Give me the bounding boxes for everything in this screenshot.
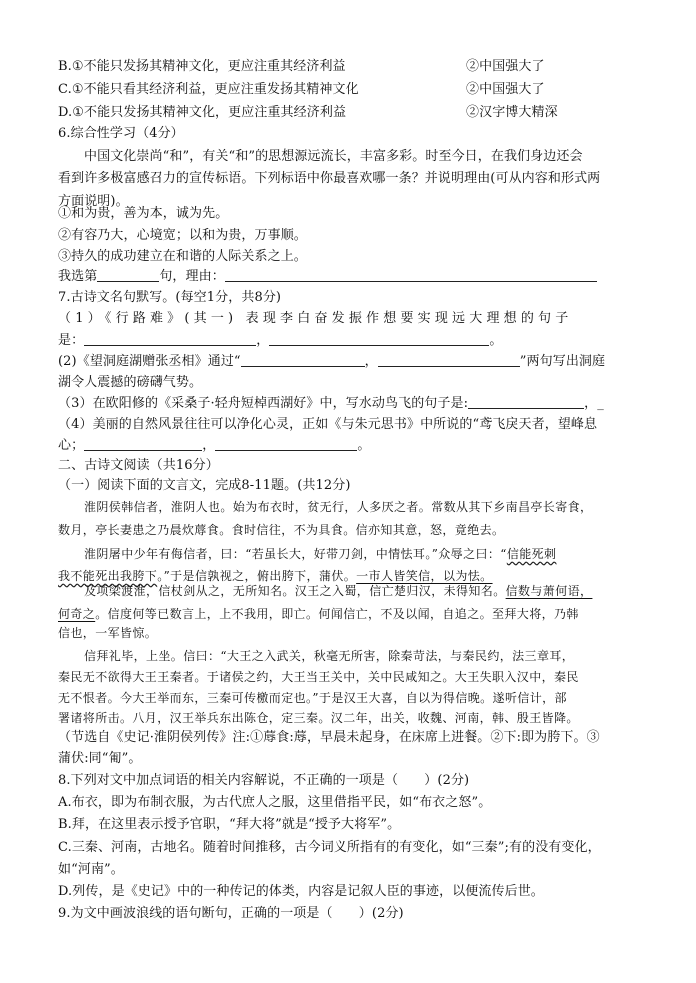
section2-title: 二、古诗文阅读（共16分） xyxy=(58,458,219,473)
q8-option-c-line1: C.三秦、河南，古地名。随着时间推移，古今词义所指有的有变化，如“三秦”;有的没有变化， xyxy=(58,840,601,855)
q7-item4-blank-1[interactable] xyxy=(84,438,202,451)
q7-item3-blank-1[interactable] xyxy=(468,396,584,409)
q6-option-1: ①和为贵，善为本，诚为先。 xyxy=(58,206,229,221)
q5-option-c-text: C.①不能只看其经济利益，更应注重发扬其精神文化 xyxy=(58,82,359,97)
q7-item4-comma: ， xyxy=(202,438,216,453)
passage-p2-line1 xyxy=(84,546,556,563)
q5-option-b-second: ②中国强大了 xyxy=(466,59,545,74)
q6-reason-label: 句，理由： xyxy=(159,269,225,284)
q6-reason-blank[interactable] xyxy=(225,269,597,282)
section2-sub1: （一）阅读下面的文言文，完成8-11题。(共12分) xyxy=(58,478,351,493)
q7-item4-period: 。 xyxy=(357,438,371,453)
q8-option-a: A.布衣，即为布制衣服，为古代庶人之服，这里借指平民，如“布衣之怒”。 xyxy=(58,795,492,810)
q7-item2-line2: 湖令人震撼的磅礴气势。 xyxy=(58,375,203,390)
q6-intro-line2: 看到许多极富感召力的宣传标语。下列标语中你最喜欢哪一条？并说明理由(可从内容和形式两 xyxy=(58,171,601,186)
q7-item2-blank-2[interactable] xyxy=(378,354,520,367)
q7-item2-comma: ， xyxy=(364,354,378,369)
passage-underlined-sentence-2: 信数与萧何语， xyxy=(505,584,593,598)
q5-option-d xyxy=(58,104,558,121)
q5-option-c xyxy=(58,81,545,98)
passage-p4-line3: 无不恨者。今大王举而东，三秦可传檄而定也。”于是汉王大喜，自以为得信晚。遂听信计，部 xyxy=(58,691,567,705)
q7-item4-line2 xyxy=(58,437,370,454)
passage-p2-text-2: 。”于是信孰视之，俯出胯下，蒲伏。 xyxy=(157,569,357,583)
q6-answer-prefix: 我选第 xyxy=(58,269,98,284)
q6-option-3: ③持久的成功建立在和谐的人际关系之上。 xyxy=(58,249,307,264)
passage-wavy-sentence: 信能死刺 xyxy=(506,547,557,561)
q8-title: 8.下列对文中加点词语的相关内容解说，不正确的一项是（ ）(2分) xyxy=(58,773,470,788)
q8-option-b: B.拜，在这里表示授予官职，“拜大将”就是“授予大将军”。 xyxy=(58,817,401,832)
passage-p4-line4: 署诸将所击。八月，汉王举兵东出陈仓，定三秦。汉二年，出关，收魏、河南，韩、殷王皆降。 xyxy=(58,711,579,725)
q8-option-c-line2: 如“河南”。 xyxy=(58,862,124,877)
q8-option-d: D.列传，是《史记》中的一种传记的体类，内容是记叙人臣的事迹，以便流传后世。 xyxy=(58,884,544,899)
passage-p3-line2 xyxy=(58,606,579,623)
q6-intro-line3: 方面说明)。 xyxy=(58,194,129,209)
q6-option-2: ②有容乃大，心境宽；以和为贵，万事顺。 xyxy=(58,228,307,243)
q7-item1-comma: ， xyxy=(256,333,270,348)
q7-item1-prefix: 是： xyxy=(58,333,85,348)
q6-answer-line xyxy=(58,268,597,285)
q7-item4-prefix: 心； xyxy=(58,438,85,453)
q6-title: 6.综合性学习（4分） xyxy=(58,126,184,141)
passage-underlined-sentence-2-end: 何奇之 xyxy=(58,607,96,621)
q6-choice-blank[interactable] xyxy=(97,269,159,282)
q7-item3-prefix: （3）在欧阳修的《采桑子·轻舟短棹西湖好》中，写水动鸟飞的句子是: xyxy=(58,396,469,411)
q7-item2-suffix: ”两句写出洞庭 xyxy=(519,354,606,369)
passage-p3-text-2: 。信度何等已数言上，上不我用，即亡。何闻信亡，不及以闻，自追之。至拜大将，乃韩 xyxy=(95,607,579,621)
passage-p2-text: 淮阴屠中少年有侮信者，曰：“若虽长大，好带刀剑，中情怯耳。”众辱之曰：“ xyxy=(84,547,507,561)
q5-option-d-text: D.①不能只发扬其精神文化，更应注重其经济利益 xyxy=(58,105,347,120)
passage-note-line2: 蒲伏:同“匍”。 xyxy=(58,751,142,766)
q5-option-d-second: ②汉字博大精深 xyxy=(466,105,558,120)
passage-note-line1: （节选自《史记·淮阴侯列传》注:①蓐食:蓐，早晨未起身，在床席上进餐。②下:即为胯下。③ xyxy=(58,730,600,745)
q7-item2-line1 xyxy=(58,353,605,370)
q5-option-c-second: ②中国强大了 xyxy=(466,82,545,97)
passage-wavy-sentence-end: 我不能死出我胯下 xyxy=(58,569,158,583)
q7-item2-prefix: (2)《望洞庭湖赠张丞相》通过“ xyxy=(58,354,241,369)
q7-item3-suffix: ，_ xyxy=(584,396,604,411)
passage-p3-line3: 信也，一军皆惊。 xyxy=(58,626,158,640)
q7-title: 7.古诗文名句默写。(每空1分，共8分) xyxy=(58,290,282,305)
q7-item2-blank-1[interactable] xyxy=(241,354,365,367)
passage-p4-line2: 秦民无不欲得大王王秦者。于诸侯之约，大王当王关中，关中民咸知之。大王失职入汉中，秦民 xyxy=(58,670,579,684)
q7-item1-period: 。 xyxy=(489,333,503,348)
passage-p3-text: 及项梁渡淮，信杖剑从之，无所知名。汉王之入蜀，信亡楚归汉，未得知名。 xyxy=(84,584,506,598)
q5-option-b xyxy=(58,58,545,75)
q9-title: 9.为文中画波浪线的语句断句，正确的一项是（ ）(2分) xyxy=(58,906,404,921)
passage-p1-line1: 淮阴侯韩信者，淮阴人也。始为布衣时，贫无行，人多厌之者。常数从其下乡南昌亭长寄食， xyxy=(84,500,593,514)
passage-p3-line1 xyxy=(84,583,592,600)
passage-p4-line1: 信拜礼毕，上坐。信曰：“大王之入武关，秋毫无所害，除秦苛法，与秦民约，法三章耳， xyxy=(84,649,575,663)
passage-p1-line2: 数月，亭长妻患之乃晨炊蓐食。食时信往，不为具食。信亦知其意，怒，竟绝去。 xyxy=(58,523,505,537)
q7-item3 xyxy=(58,395,604,412)
q7-item1-blank-2[interactable] xyxy=(269,333,489,346)
q7-item4-line1: （4）美丽的自然风景往往可以净化心灵，正如《与朱元思书》中所说的“鸢飞戾天者，望峰息 xyxy=(58,417,598,432)
passage-underlined-sentence: 一市人皆笑信，以为怯。 xyxy=(356,569,493,583)
q7-item1-blank-1[interactable] xyxy=(84,333,256,346)
q7-item4-blank-2[interactable] xyxy=(215,438,357,451)
q6-intro-line1: 中国文化崇尚“和”，有关“和”的思想源远流长，丰富多彩。时至今日，在我们身边还会 xyxy=(84,149,583,164)
q5-option-b-text: B.①不能只发扬其精神文化，更应注重其经济利益 xyxy=(58,59,346,74)
q7-item1-line2 xyxy=(58,332,502,349)
q7-item1-line1: （1）《行路难》(其一) 表现李白奋发振作想要实现远大理想的句子 xyxy=(58,311,573,326)
